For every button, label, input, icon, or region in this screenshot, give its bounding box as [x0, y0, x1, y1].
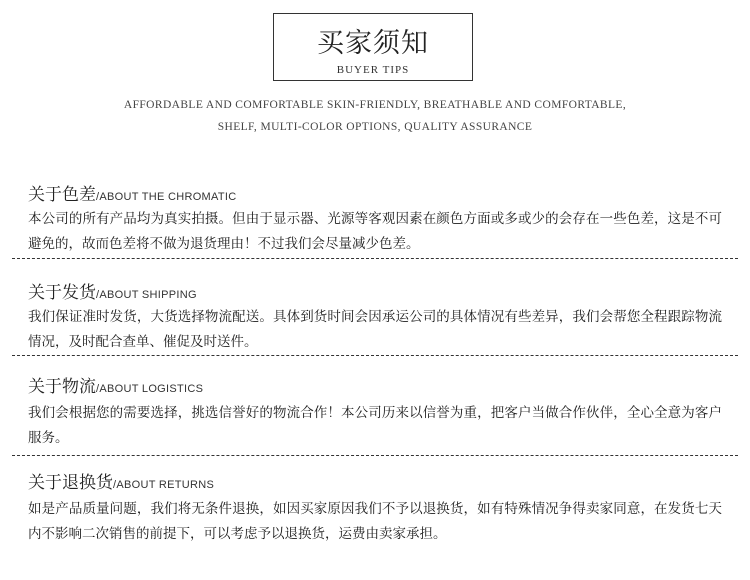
section-body: 我们保证准时发货，大货选择物流配送。具体到货时间会因承运公司的具体情况有些差异，我们会帮您全程跟踪物流情况，及时配合查单、催促及时送件。: [28, 309, 722, 350]
section-title-en: /ABOUT THE CHROMATIC: [96, 191, 237, 203]
section-title-en: /ABOUT RETURNS: [113, 479, 215, 491]
section-title: [28, 372, 203, 397]
page-title: 买家须知: [317, 28, 429, 59]
section-title-cn: 关于退换货: [28, 473, 113, 493]
header-title-box: [273, 13, 473, 81]
section-divider: [12, 455, 738, 456]
section-title-cn: 关于物流: [28, 377, 96, 397]
page-subtitle: BUYER TIPS: [336, 64, 410, 76]
section-body: 如是产品质量问题，我们将无条件退换，如因买家原因我们不予以退换货，如有特殊情况争得卖家同意，在发货七天内不影响二次销售的前提下，可以考虑予以退换货，运费由卖家承担。: [28, 501, 722, 542]
section-body: 我们会根据您的需要选择，挑选信誉好的物流合作！本公司历来以信誉为重，把客户当做合作伙伴，全心全意为客户服务。: [28, 405, 722, 446]
section-title: [28, 468, 214, 493]
section-title-cn: 关于发货: [28, 283, 96, 303]
tagline-line-2: SHELF, MULTI-COLOR OPTIONS, QUALITY ASSURANCE: [217, 121, 533, 133]
section-body: 本公司的所有产品均为真实拍摄。但由于显示器、光源等客观因素在颜色方面或多或少的会存在一些色差，这是不可避免的，故而色差将不做为退货理由！不过我们会尽量减少色差。: [28, 211, 722, 252]
tagline-line-1: AFFORDABLE AND COMFORTABLE SKIN-FRIENDLY, BREATHABLE AND COMFORTABLE,: [123, 99, 627, 111]
section-divider: [12, 355, 738, 356]
section-title: [28, 278, 197, 303]
section-title-cn: 关于色差: [28, 185, 96, 205]
section-title-en: /ABOUT SHIPPING: [96, 289, 197, 301]
section-title: [28, 180, 236, 205]
section-divider: [12, 258, 738, 259]
section-title-en: /ABOUT LOGISTICS: [96, 383, 204, 395]
